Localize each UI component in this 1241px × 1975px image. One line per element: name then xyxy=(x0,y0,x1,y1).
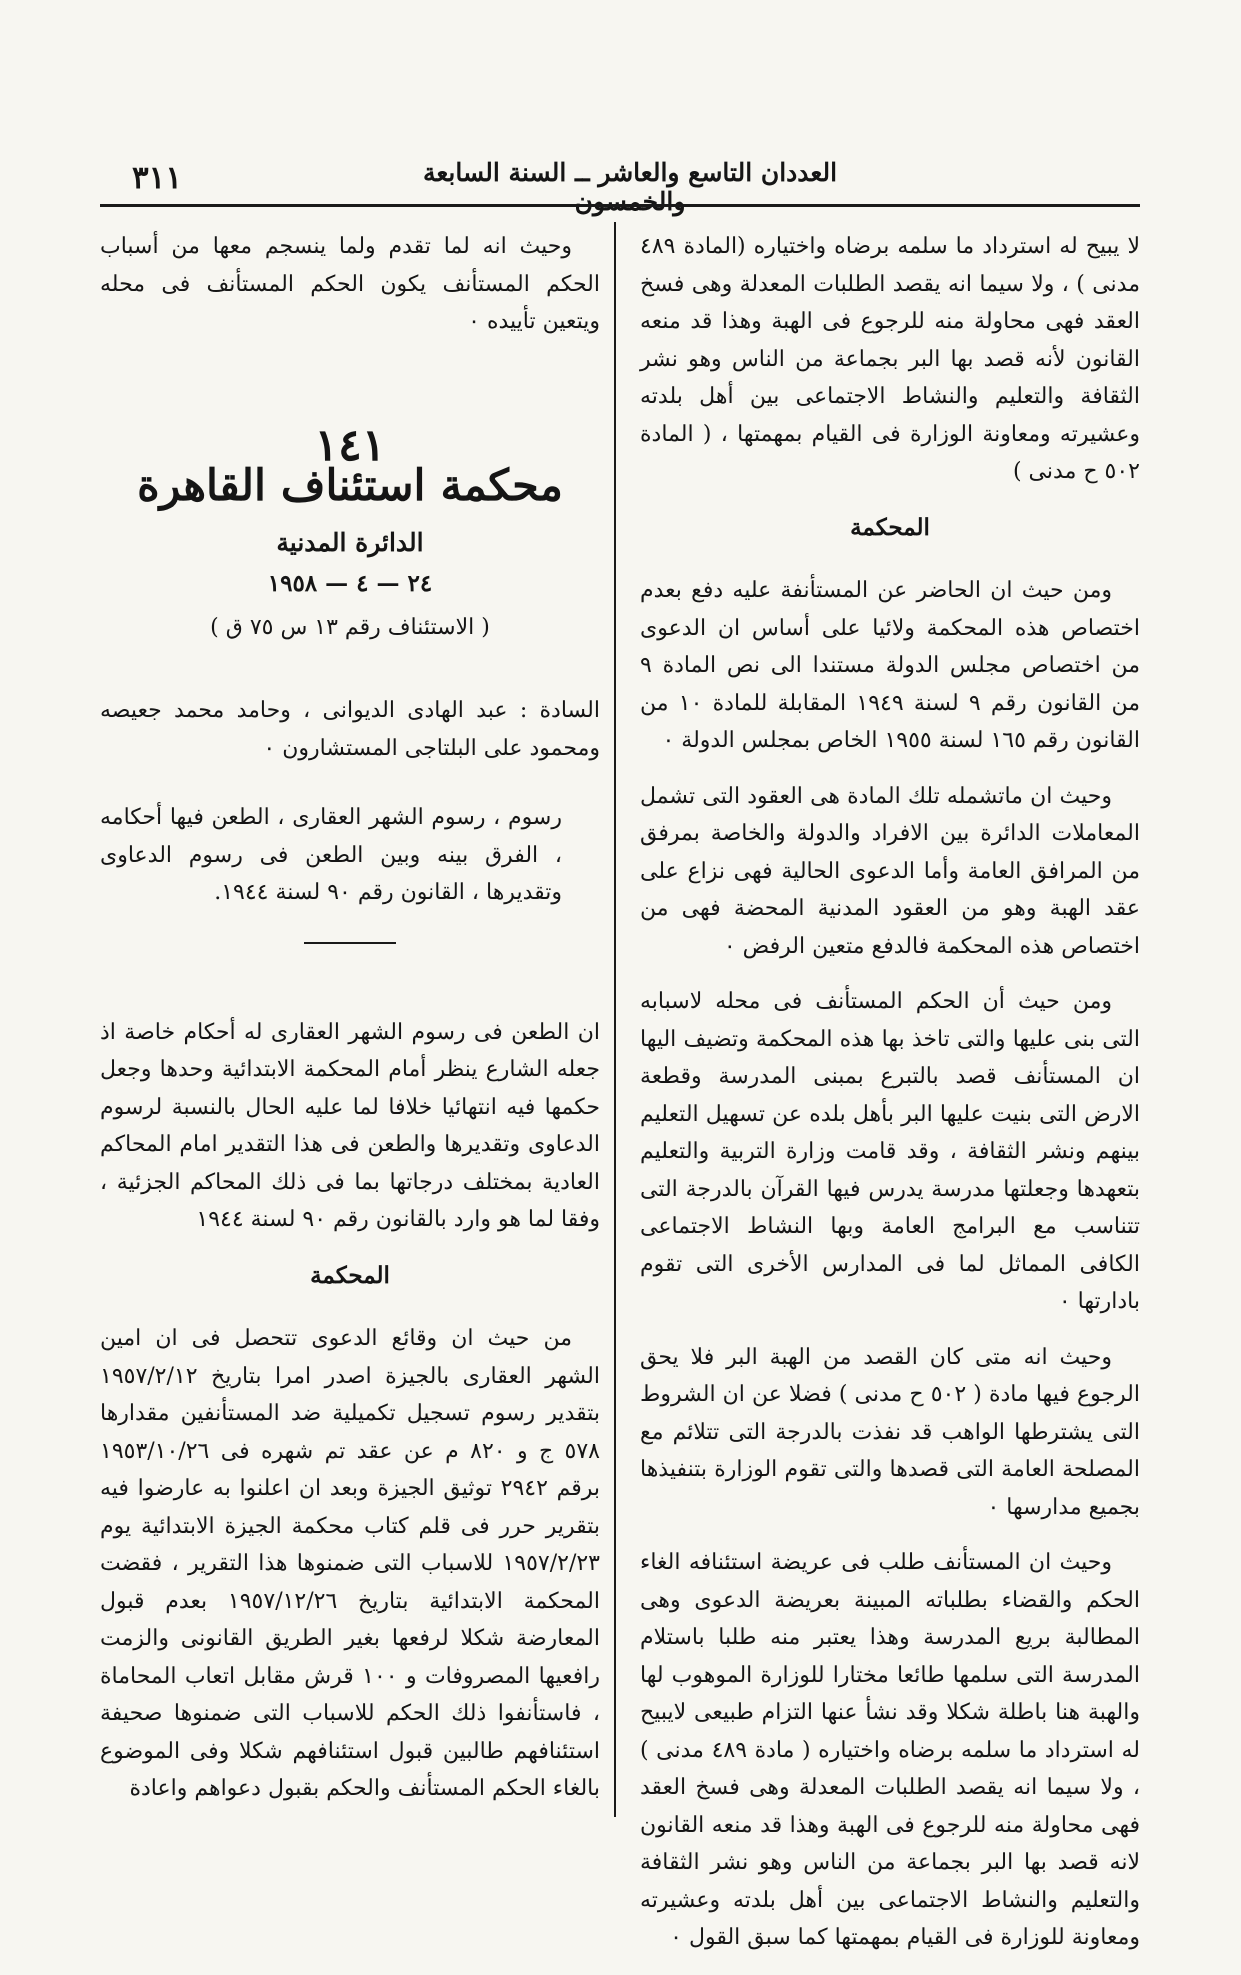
left-column xyxy=(100,228,600,1826)
header-rule xyxy=(100,204,1140,207)
column-divider xyxy=(614,222,616,1817)
paragraph: وحيث ان المستأنف طلب فى عريضة استئنافه الغاء الحكم والقضاء بطلباته المبينة بعريضة الدعوى وهى المطالبة بريع المدرسة وهذا يعتبر منه طلبا باستلام المدرسة التى سلمها طائعا مختارا للوزارة الموهوب لها والهبة هنا باطلة شكلا وقد نشأ عنها التزام طبيعى لايبيح له استرداد ما سلمه برضاه واختياره ( مادة ٤٨٩ مدنى ) ، ولا سيما انه يقصد الطلبات المعدلة وهى فسخ العقد فهى محاولة منه للرجوع فى الهبة وهذا قد منعه القانون لانه قصد بها البر بجماعة من الناس وهو نشر الثقافة والتعليم والنشاط الاجتماعى بين أهل بلدته وعشيرته ومعاونة للوزارة فى القيام بمهمتها كما سبق القول ٠ xyxy=(640,1550,1141,1950)
section-heading: المحكمة xyxy=(850,513,930,541)
paragraph: ومن حيث ان الحاضر عن المستأنفة عليه دفع بعدم اختصاص هذه المحكمة ولائيا على أساس ان الدعوى من اختصاص مجلس الدولة مستندا الى نص المادة ٩ من القانون رقم ٩ لسنة ١٩٤٩ المقابلة للمادة ١٠ من القانون رقم ١٦٥ لسنة ١٩٥٥ الخاص بمجلس الدولة ٠ xyxy=(640,578,1140,753)
judges-list: السادة : عبد الهادى الديوانى ، وحامد محمد جعيصه ومحمود على البلتاجى المستشارون ٠ xyxy=(100,698,600,761)
paragraph: وحيث انه لما تقدم ولما ينسجم معها من أسباب الحكم المستأنف يكون الحكم المستأنف فى محله ويتعين تأييده ٠ xyxy=(100,234,600,334)
judgment-date: ٢٤ — ٤ — ١٩٥٨ xyxy=(267,570,433,597)
running-header-title: العددان التاسع والعاشر ــ السنة السابعة والخمسون xyxy=(422,158,838,216)
case-number: ١٤١ xyxy=(314,419,386,471)
paragraph: وحيث انه متى كان القصد من الهبة البر فلا يحق الرجوع فيها مادة ( ٥٠٢ ح مدنى ) فضلا عن ان الشروط التى يشترطها الواهب قد نفذت بالدرجة التى تتلائم مع المصلحة العامة التى قصدها والتى تقوم الوزارة بتنفيذها بجميع مدارسها ٠ xyxy=(640,1344,1140,1520)
paragraph: ومن حيث أن الحكم المستأنف فى محله لاسبابه التى بنى عليها والتى تاخذ بها هذه المحكمة وتضيف اليها ان المستأنف قصد بالتبرع بمبنى المدرسة وقطعة الارض التى بنيت عليها البر بأهل بلده عن تسهيل التعليم بينهم ونشر الثقافة ، وقد قامت وزارة التربية والتعليم بتعهدها وجعلتها مدرسة يدرس فيها القرآن بالدرجة التى تتناسب مع البرامج العامة وبها النشاط الاجتماعى الكافى المماثل لما فى المدارس الأخرى التى تقوم بادارتها ٠ xyxy=(640,989,1140,1314)
page-number: ٣١١ xyxy=(132,160,182,196)
keywords: رسوم ، رسوم الشهر العقارى ، الطعن فيها أحكامه ، الفرق بينه وبين الطعن فى رسوم الدعاوى وتقديرها ، القانون رقم ٩٠ لسنة ١٩٤٤. xyxy=(100,805,562,905)
appeal-number: ( الاستئناف رقم ١٣ س ٧٥ ق ) xyxy=(210,614,490,640)
legal-principle: ان الطعن فى رسوم الشهر العقارى له أحكام خاصة اذ جعله الشارع ينظر أمام المحكمة الابتدائية وحدها وجعل حكمها فيه انتهائيا خلافا لما عليه الحال بالنسبة لرسوم الدعاوى وتقديرها والطعن فى هذا التقدير امام المحاكم العادية بمختلف درجاتها بما فى ذلك المحاكم الجزئية ، وفقا لما هو وارد بالقانون رقم ٩٠ لسنة ١٩٤٤ xyxy=(100,1019,600,1232)
court-circuit: الدائرة المدنية xyxy=(276,527,424,557)
separator-rule xyxy=(304,942,396,944)
paragraph: لا يبيح له استرداد ما سلمه برضاه واختياره (المادة ٤٨٩ مدنى ) ، ولا سيما انه يقصد الطلبات المعدلة وهى فسخ العقد فهى محاولة منه للرجوع فى الهبة وهذا قد منعه القانون لأنه قصد بها البر بجماعة من الناس وهو نشر الثقافة والتعليم والنشاط الاجتماعى بين أهل بلدته وعشيرته ومعاونة الوزارة فى القيام بمهمتها ، ( المادة ٥٠٢ ح مدنى ) xyxy=(640,234,1140,484)
right-column xyxy=(640,228,1140,1975)
paragraph: من حيث ان وقائع الدعوى تتحصل فى ان امين الشهر العقارى بالجيزة اصدر امرا بتاريخ ١٩٥٧/٢/١٢ بتقدير رسوم تسجيل تكميلية ضد المستأنفين مقدارها ٥٧٨ ج و ٨٢٠ م عن عقد تم شهره فى ١٩٥٣/١٠/٢٦ برقم ٢٩٤٢ توثيق الجيزة وبعد ان اعلنوا به عارضوا فيه بتقرير حرر فى قلم كتاب محكمة الجيزة الابتدائية يوم ١٩٥٧/٢/٢٣ للاسباب التى ضمنوها هذا التقرير ، فقضت المحكمة الابتدائية بتاريخ ١٩٥٧/١٢/٢٦ بعدم قبول المعارضة شكلا لرفعها بغير الطريق القانونى والزمت رافعيها المصروفات و ١٠٠ قرش مقابل اتعاب المحاماة ، فاستأنفوا ذلك الحكم للاسباب التى ضمنوها صحيفة استئنافهم طالبين قبول استئنافهم شكلا وفى الموضوع بالغاء الحكم المستأنف والحكم بقبول دعواهم واعادة xyxy=(100,1326,600,1801)
paragraph: وحيث ان ماتشمله تلك المادة هى العقود التى تشمل المعاملات الدائرة بين الافراد والدولة والخاصة بمرفق من المرافق العامة وأما الدعوى الحالية فهى نزاع على عقد الهبة وهو من العقود المدنية المحضة فهى من اختصاص هذه المحكمة فالدفع متعين الرفض ٠ xyxy=(640,783,1140,959)
section-heading: المحكمة xyxy=(310,1261,390,1289)
court-name: محكمة استئناف القاهرة xyxy=(137,461,563,511)
